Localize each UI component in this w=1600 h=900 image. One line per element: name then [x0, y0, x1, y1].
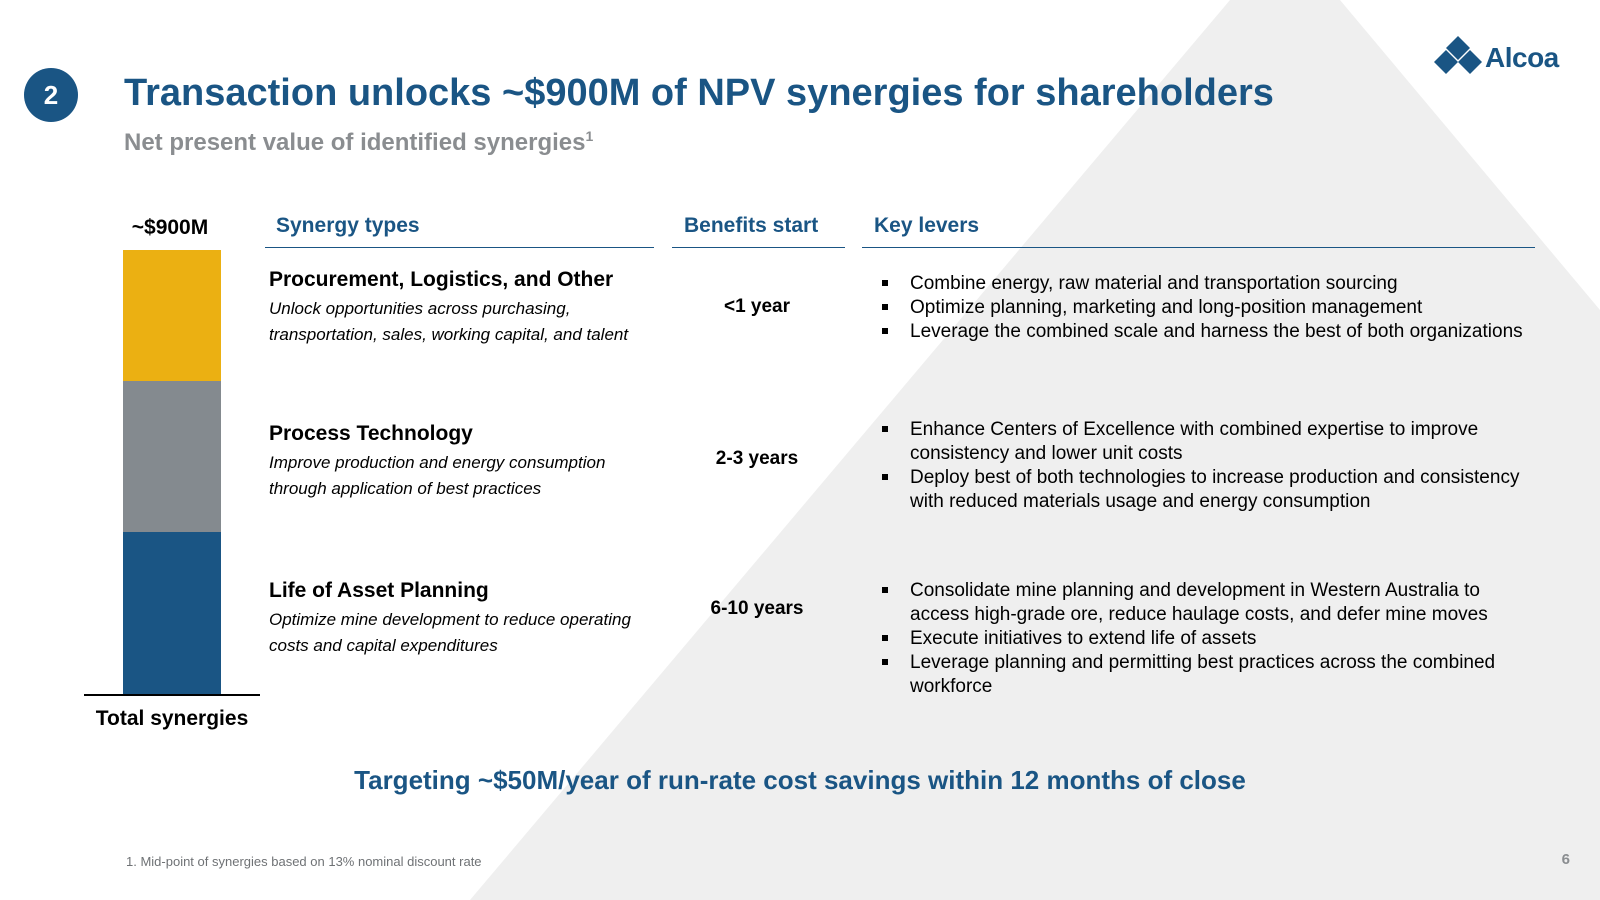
key-levers-list	[880, 418, 1540, 514]
synergy-type-name: Procurement, Logistics, and Other	[269, 268, 614, 291]
key-lever-item: Execute initiatives to extend life of assets	[880, 627, 1540, 651]
bar-baseline	[84, 694, 260, 696]
bar-segment-life-of-asset	[123, 532, 221, 694]
alcoa-diamond-icon	[1434, 36, 1482, 80]
benefits-start-value: <1 year	[723, 296, 791, 317]
key-lever-item: Deploy best of both technologies to increase production and consistency with reduced materials usage and energy consumption	[880, 466, 1540, 514]
subtitle-footnote-ref: 1	[585, 128, 594, 144]
benefits-start-value: 2-3 years	[715, 448, 799, 469]
header-underline-synergy-types	[265, 247, 654, 248]
header-synergy-types: Synergy types	[276, 214, 420, 237]
bar-segment-procurement	[123, 250, 221, 381]
bar-segment-process-technology	[123, 381, 221, 532]
synergy-type-name: Life of Asset Planning	[269, 579, 489, 602]
key-levers-list	[880, 579, 1540, 699]
target-statement: Targeting ~$50M/year of run-rate cost savings within 12 months of close	[354, 765, 1246, 795]
synergy-type-name: Process Technology	[269, 422, 473, 445]
alcoa-logo	[1434, 36, 1559, 80]
key-lever-item: Optimize planning, marketing and long-position management	[880, 296, 1540, 320]
header-underline-key-levers	[862, 247, 1535, 248]
subtitle-text: Net present value of identified synergies	[124, 129, 586, 156]
synergy-type-description: Improve production and energy consumption through application of best practices	[269, 453, 606, 498]
key-lever-item: Consolidate mine planning and development in Western Australia to access high-grade ore, reduce haulage costs, and defer mine moves	[880, 579, 1540, 627]
slide-subtitle	[124, 129, 593, 157]
bar-total-label: ~$900M	[131, 216, 209, 239]
page-number: 6	[1561, 851, 1570, 868]
benefits-start-value: 6-10 years	[710, 598, 804, 619]
key-lever-item: Leverage planning and permitting best practices across the combined workforce	[880, 651, 1540, 699]
header-benefits-start: Benefits start	[684, 214, 819, 237]
header-key-levers: Key levers	[874, 214, 980, 237]
key-lever-item: Leverage the combined scale and harness the best of both organizations	[880, 320, 1540, 344]
slide-title: Transaction unlocks ~$900M of NPV synergies for shareholders	[124, 72, 1274, 114]
bar-axis-label: Total synergies	[95, 707, 249, 730]
footnote: 1. Mid-point of synergies based on 13% nominal discount rate	[126, 854, 482, 869]
synergy-type-description: Unlock opportunities across purchasing, transportation, sales, working capital, and talent	[269, 299, 629, 344]
section-number-badge: 2	[24, 68, 78, 122]
header-underline-benefits-start	[672, 247, 845, 248]
logo-text: Alcoa	[1485, 42, 1559, 73]
synergy-type-description: Optimize mine development to reduce operating costs and capital expenditures	[269, 610, 631, 655]
key-levers-list	[880, 272, 1540, 344]
key-lever-item: Combine energy, raw material and transportation sourcing	[880, 272, 1540, 296]
key-lever-item: Enhance Centers of Excellence with combined expertise to improve consistency and lower unit costs	[880, 418, 1540, 466]
